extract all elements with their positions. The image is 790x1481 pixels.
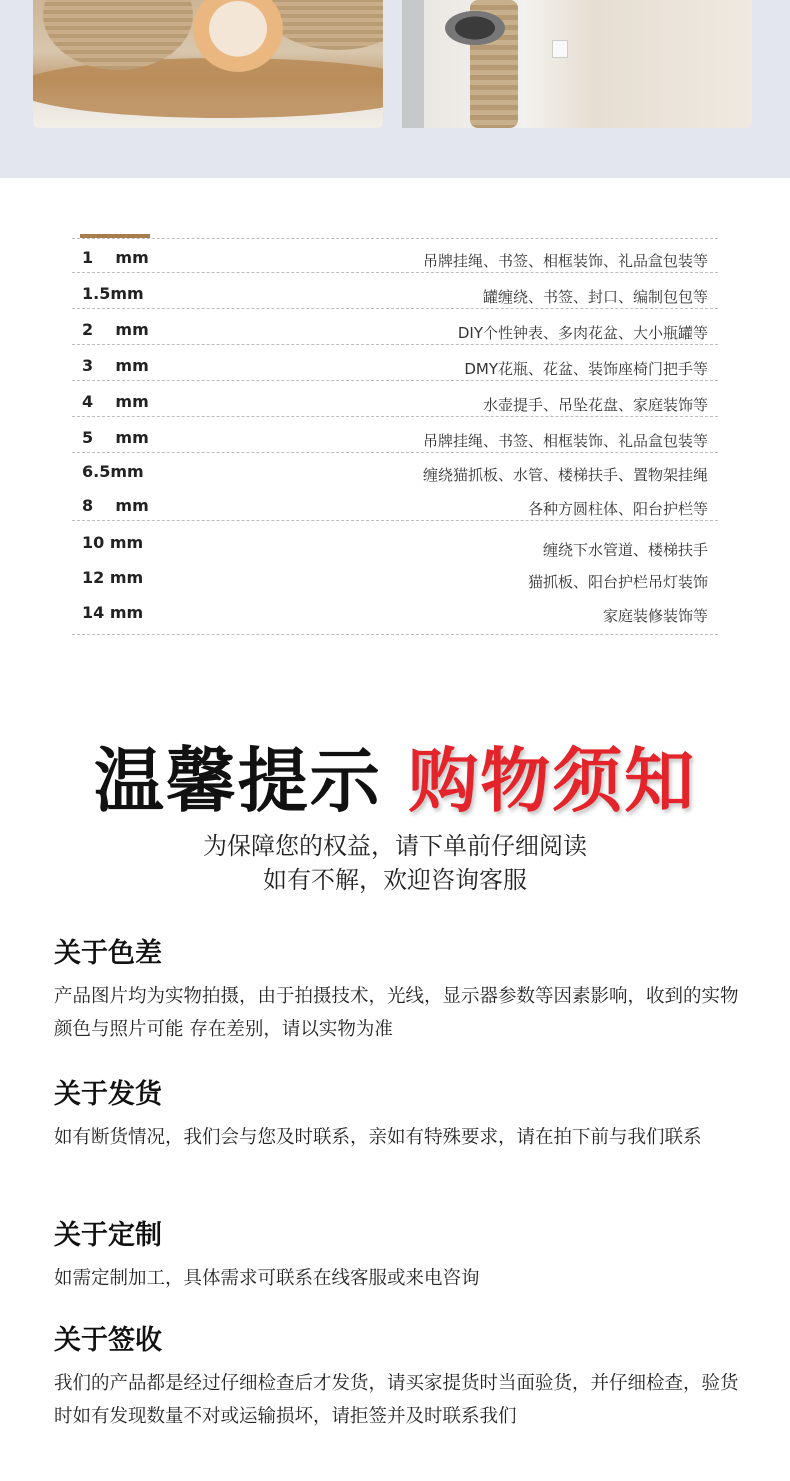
rope-size: 8 mm <box>82 496 149 515</box>
notice-section-shipping <box>54 1077 744 1154</box>
notice-title <box>0 725 790 826</box>
rope-usage: 水壶提手、吊坠花盘、家庭装饰等 <box>482 396 708 414</box>
notice-subtitle-line1: 为保障您的权益，请下单前仔细阅读 <box>203 832 587 860</box>
notice-section-customization <box>54 1218 744 1295</box>
rope-usage: 各种方圆柱体、阳台护栏等 <box>527 500 708 518</box>
table-row <box>72 428 718 453</box>
rope-size: 14 mm <box>82 603 144 622</box>
table-row <box>72 320 718 345</box>
section-heading: 关于签收 <box>54 1325 162 1356</box>
rope-usage: 罐缠绕、书签、封口、编制包包等 <box>482 288 708 306</box>
table-row <box>72 392 718 417</box>
rope-usage: DIY个性钟表、多肉花盆、大小瓶罐等 <box>457 324 708 342</box>
rope-usage: 吊牌挂绳、书签、相框装饰、礼品盒包装等 <box>422 252 708 270</box>
rope-usage: 家庭装修装饰等 <box>602 607 708 625</box>
product-photo-cat-baskets <box>33 0 383 128</box>
table-row <box>72 462 718 486</box>
notice-subtitle-line2: 如有不解，欢迎咨询客服 <box>263 866 527 894</box>
rope-usage: 缠绕猫抓板、水管、楼梯扶手、置物架挂绳 <box>422 466 708 484</box>
rope-size: 1 mm <box>82 248 149 267</box>
section-heading: 关于定制 <box>54 1220 162 1251</box>
rope-usage: 猫抓板、阳台护栏吊灯装饰 <box>527 573 708 591</box>
table-top-divider <box>72 238 718 239</box>
section-body: 我们的产品都是经过仔细检查后才发货，请买家提货时当面验货，并仔细检查，验货时如有发现数量不对或运输损坏，请拒签并及时联系我们 <box>54 1373 739 1427</box>
section-body: 产品图片均为实物拍摄，由于拍摄技术，光线，显示器参数等因素影响，收到的实物颜色与照片可能 存在差别，请以实物为准 <box>54 986 739 1040</box>
cat-shape <box>193 0 283 72</box>
table-row <box>72 603 718 635</box>
table-row <box>72 496 718 521</box>
rope-size: 4 mm <box>82 392 149 411</box>
notice-title-shopping-guide: 购物须知 <box>408 740 697 822</box>
product-photo-band <box>0 0 790 178</box>
table-row <box>72 356 718 381</box>
rope-usage: 吊牌挂绳、书签、相框装饰、礼品盒包装等 <box>422 432 708 450</box>
table-row <box>72 568 718 592</box>
rope-size: 5 mm <box>82 428 149 447</box>
notice-section-color-difference <box>54 936 744 1046</box>
rope-size: 6.5mm <box>82 462 144 481</box>
rope-usage: 缠绕下水管道、楼梯扶手 <box>542 541 708 559</box>
cat-shape <box>440 8 510 48</box>
window-frame-shape <box>402 0 424 128</box>
table-row <box>72 533 718 557</box>
rope-size: 3 mm <box>82 356 149 375</box>
notice-section-receipt <box>54 1323 744 1433</box>
rope-usage: DMY花瓶、花盆、装饰座椅门把手等 <box>464 360 708 378</box>
section-heading: 关于发货 <box>54 1079 162 1110</box>
rope-size: 1.5mm <box>82 284 144 303</box>
notice-title-warm-tip: 温馨提示 <box>93 740 382 822</box>
table-row <box>72 284 718 309</box>
rope-size: 2 mm <box>82 320 149 339</box>
table-row <box>72 248 718 273</box>
rope-size: 12 mm <box>82 568 144 587</box>
section-body: 如需定制加工，具体需求可联系在线客服或来电咨询 <box>54 1268 480 1289</box>
section-heading: 关于色差 <box>54 938 162 969</box>
rope-size: 10 mm <box>82 533 144 552</box>
section-body: 如有断货情况，我们会与您及时联系，亲如有特殊要求，请在拍下前与我们联系 <box>54 1127 702 1148</box>
outlet-shape <box>552 40 568 58</box>
